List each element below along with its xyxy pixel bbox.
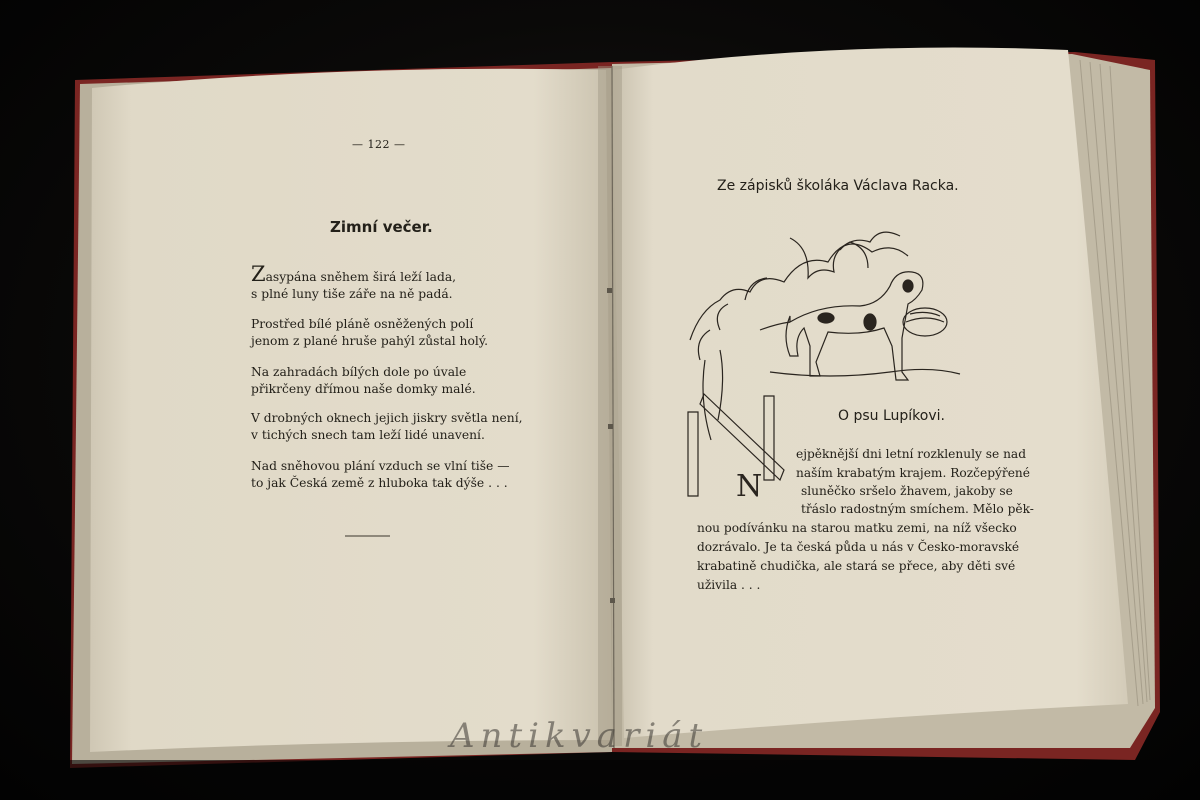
chapter-heading: Ze zápisků školáka Václava Racka.	[717, 178, 959, 194]
paragraph-line: naším krabatým krajem. Rozčepýřené	[796, 466, 1030, 480]
stanza-4	[251, 410, 523, 443]
watermark: Antikvariát	[450, 716, 709, 756]
gutter-shadow	[598, 66, 622, 746]
stanza-2	[251, 316, 488, 349]
paragraph-line: dozrávalo. Je ta česká půda u nás v Česko-moravské	[697, 540, 1020, 554]
story-drop-cap: N	[736, 469, 763, 504]
paragraph-line: třáslo radostným smíchem. Mělo pěk-	[801, 502, 1034, 516]
poem-drop-cap: Z	[251, 262, 266, 286]
poem-line: Prostřed bílé pláně osněžených polí	[251, 317, 474, 331]
poem-line: Na zahradách bílých dole po úvale	[251, 365, 467, 379]
stanza-1	[251, 262, 457, 302]
poem-line: V drobných oknech jejich jiskry světla není,	[251, 411, 523, 425]
poem-line: asypána sněhem širá leží lada,	[265, 270, 457, 284]
page-number: — 122 —	[352, 138, 406, 151]
paragraph-line: nou podívánku na starou matku zemi, na níž všecko	[697, 521, 1017, 535]
paragraph-line: sluněčko sršelo žhavem, jakoby se	[801, 484, 1013, 498]
poem-title: Zimní večer.	[330, 218, 433, 236]
poem-line: v tichých snech tam leží lidé unavení.	[251, 427, 485, 442]
paragraph-line: krabatině chudička, ale stará se přece, aby děti své	[697, 559, 1016, 573]
poem-line: s plné luny tiše záře na ně padá.	[251, 286, 453, 301]
story-title: O psu Lupíkovi.	[838, 408, 945, 424]
poem-line: to jak Česká země z hluboka tak dýše . . .	[251, 475, 508, 490]
poem-line: přikrčeny dřímou naše domky malé.	[251, 381, 476, 396]
stanza-5	[251, 458, 510, 491]
paragraph-line: uživila . . .	[697, 578, 761, 592]
paragraph-line: ejpěknější dni letní rozklenuly se nad	[796, 447, 1027, 461]
right-page	[612, 48, 1128, 739]
stanza-3	[251, 364, 476, 397]
poem-line: Nad sněhovou plání vzduch se vlní tiše —	[251, 459, 510, 473]
poem-line: jenom z plané hruše pahýl zůstal holý.	[251, 333, 489, 348]
